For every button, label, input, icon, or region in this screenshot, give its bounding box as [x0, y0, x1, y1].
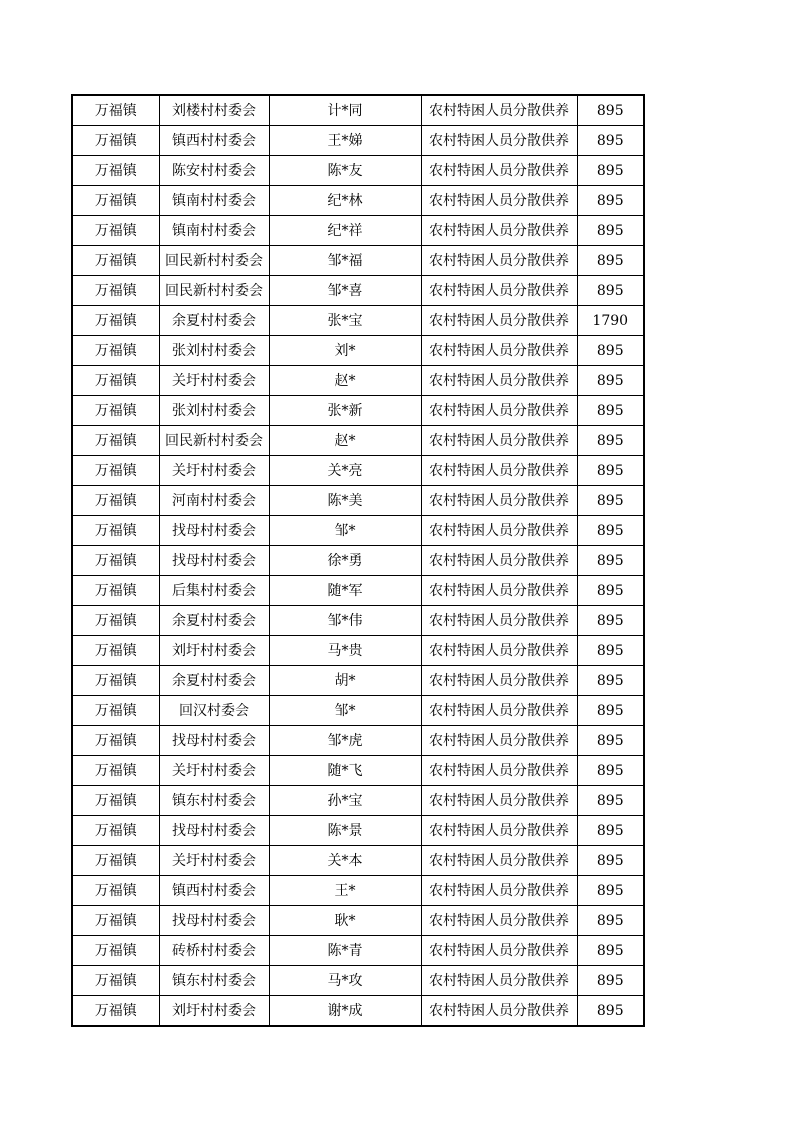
- table-row: [72, 186, 644, 216]
- town-cell: 万福镇: [72, 606, 159, 636]
- town-cell: 万福镇: [72, 906, 159, 936]
- village-cell: 回民新村村委会: [159, 276, 269, 306]
- table-row: [72, 486, 644, 516]
- assistance-type-cell: 农村特困人员分散供养: [421, 546, 577, 576]
- name-cell: 邹*: [269, 516, 421, 546]
- name-cell: 纪*林: [269, 186, 421, 216]
- name-cell: 王*娣: [269, 126, 421, 156]
- table-row: [72, 336, 644, 366]
- table-row: [72, 456, 644, 486]
- name-cell: 孙*宝: [269, 786, 421, 816]
- name-cell: 马*贵: [269, 636, 421, 666]
- name-cell: 邹*福: [269, 246, 421, 276]
- amount-cell: 895: [577, 246, 644, 276]
- table-row: [72, 936, 644, 966]
- name-cell: 陈*美: [269, 486, 421, 516]
- town-cell: 万福镇: [72, 966, 159, 996]
- amount-cell: 895: [577, 156, 644, 186]
- amount-cell: 895: [577, 936, 644, 966]
- town-cell: 万福镇: [72, 156, 159, 186]
- assistance-type-cell: 农村特困人员分散供养: [421, 456, 577, 486]
- assistance-type-cell: 农村特困人员分散供养: [421, 486, 577, 516]
- assistance-type-cell: 农村特困人员分散供养: [421, 366, 577, 396]
- table-row: [72, 95, 644, 126]
- name-cell: 随*军: [269, 576, 421, 606]
- assistance-type-cell: 农村特困人员分散供养: [421, 156, 577, 186]
- village-cell: 回民新村村委会: [159, 246, 269, 276]
- table-row: [72, 396, 644, 426]
- name-cell: 邹*伟: [269, 606, 421, 636]
- town-cell: 万福镇: [72, 786, 159, 816]
- town-cell: 万福镇: [72, 306, 159, 336]
- amount-cell: 895: [577, 696, 644, 726]
- assistance-type-cell: 农村特困人员分散供养: [421, 336, 577, 366]
- village-cell: 找母村村委会: [159, 906, 269, 936]
- village-cell: 张刘村村委会: [159, 396, 269, 426]
- assistance-type-cell: 农村特困人员分散供养: [421, 396, 577, 426]
- village-cell: 刘楼村村委会: [159, 95, 269, 126]
- amount-cell: 895: [577, 126, 644, 156]
- village-cell: 余夏村村委会: [159, 666, 269, 696]
- assistance-type-cell: 农村特困人员分散供养: [421, 606, 577, 636]
- village-cell: 余夏村村委会: [159, 606, 269, 636]
- table-row: [72, 276, 644, 306]
- town-cell: 万福镇: [72, 936, 159, 966]
- assistance-type-cell: 农村特困人员分散供养: [421, 276, 577, 306]
- name-cell: 马*攻: [269, 966, 421, 996]
- table-row: [72, 606, 644, 636]
- name-cell: 陈*景: [269, 816, 421, 846]
- table-body: [72, 95, 644, 1026]
- assistance-type-cell: 农村特困人员分散供养: [421, 426, 577, 456]
- village-cell: 找母村村委会: [159, 516, 269, 546]
- amount-cell: 895: [577, 966, 644, 996]
- assistance-type-cell: 农村特困人员分散供养: [421, 666, 577, 696]
- assistance-type-cell: 农村特困人员分散供养: [421, 306, 577, 336]
- village-cell: 河南村村委会: [159, 486, 269, 516]
- name-cell: 王*: [269, 876, 421, 906]
- town-cell: 万福镇: [72, 846, 159, 876]
- town-cell: 万福镇: [72, 426, 159, 456]
- assistance-type-cell: 农村特困人员分散供养: [421, 216, 577, 246]
- amount-cell: 895: [577, 606, 644, 636]
- assistance-type-cell: 农村特困人员分散供养: [421, 126, 577, 156]
- table-row: [72, 306, 644, 336]
- town-cell: 万福镇: [72, 576, 159, 606]
- town-cell: 万福镇: [72, 486, 159, 516]
- name-cell: 胡*: [269, 666, 421, 696]
- town-cell: 万福镇: [72, 816, 159, 846]
- village-cell: 余夏村村委会: [159, 306, 269, 336]
- amount-cell: 895: [577, 816, 644, 846]
- amount-cell: 895: [577, 276, 644, 306]
- village-cell: 后集村村委会: [159, 576, 269, 606]
- village-cell: 陈安村村委会: [159, 156, 269, 186]
- table-row: [72, 576, 644, 606]
- town-cell: 万福镇: [72, 366, 159, 396]
- village-cell: 镇西村村委会: [159, 126, 269, 156]
- assistance-type-cell: 农村特困人员分散供养: [421, 726, 577, 756]
- assistance-type-cell: 农村特困人员分散供养: [421, 246, 577, 276]
- assistance-type-cell: 农村特困人员分散供养: [421, 95, 577, 126]
- name-cell: 张*新: [269, 396, 421, 426]
- table-row: [72, 966, 644, 996]
- village-cell: 镇西村村委会: [159, 876, 269, 906]
- table-row: [72, 996, 644, 1027]
- table-row: [72, 126, 644, 156]
- assistance-type-cell: 农村特困人员分散供养: [421, 876, 577, 906]
- assistance-type-cell: 农村特困人员分散供养: [421, 636, 577, 666]
- name-cell: 赵*: [269, 366, 421, 396]
- table-row: [72, 516, 644, 546]
- village-cell: 找母村村委会: [159, 816, 269, 846]
- town-cell: 万福镇: [72, 696, 159, 726]
- assistance-type-cell: 农村特困人员分散供养: [421, 696, 577, 726]
- assistance-type-cell: 农村特困人员分散供养: [421, 966, 577, 996]
- table-row: [72, 546, 644, 576]
- village-cell: 刘圩村村委会: [159, 996, 269, 1027]
- name-cell: 随*飞: [269, 756, 421, 786]
- name-cell: 邹*虎: [269, 726, 421, 756]
- amount-cell: 895: [577, 516, 644, 546]
- amount-cell: 895: [577, 186, 644, 216]
- amount-cell: 895: [577, 726, 644, 756]
- table-row: [72, 846, 644, 876]
- name-cell: 谢*成: [269, 996, 421, 1027]
- assistance-type-cell: 农村特困人员分散供养: [421, 576, 577, 606]
- town-cell: 万福镇: [72, 246, 159, 276]
- table-row: [72, 786, 644, 816]
- village-cell: 关圩村村委会: [159, 846, 269, 876]
- table-row: [72, 666, 644, 696]
- town-cell: 万福镇: [72, 666, 159, 696]
- table-row: [72, 756, 644, 786]
- table-row: [72, 156, 644, 186]
- assistance-type-cell: 农村特困人员分散供养: [421, 516, 577, 546]
- assistance-type-cell: 农村特困人员分散供养: [421, 996, 577, 1027]
- amount-cell: 895: [577, 666, 644, 696]
- town-cell: 万福镇: [72, 636, 159, 666]
- assistance-type-cell: 农村特困人员分散供养: [421, 846, 577, 876]
- amount-cell: 1790: [577, 306, 644, 336]
- amount-cell: 895: [577, 216, 644, 246]
- assistance-type-cell: 农村特困人员分散供养: [421, 906, 577, 936]
- village-cell: 镇南村村委会: [159, 216, 269, 246]
- beneficiary-table: [71, 94, 645, 1027]
- village-cell: 镇东村村委会: [159, 966, 269, 996]
- village-cell: 关圩村村委会: [159, 456, 269, 486]
- amount-cell: 895: [577, 426, 644, 456]
- town-cell: 万福镇: [72, 546, 159, 576]
- village-cell: 镇东村村委会: [159, 786, 269, 816]
- name-cell: 陈*友: [269, 156, 421, 186]
- amount-cell: 895: [577, 636, 644, 666]
- amount-cell: 895: [577, 996, 644, 1027]
- amount-cell: 895: [577, 95, 644, 126]
- amount-cell: 895: [577, 846, 644, 876]
- town-cell: 万福镇: [72, 996, 159, 1027]
- name-cell: 邹*喜: [269, 276, 421, 306]
- village-cell: 砖桥村村委会: [159, 936, 269, 966]
- name-cell: 纪*祥: [269, 216, 421, 246]
- assistance-type-cell: 农村特困人员分散供养: [421, 816, 577, 846]
- name-cell: 邹*: [269, 696, 421, 726]
- table-row: [72, 216, 644, 246]
- amount-cell: 895: [577, 546, 644, 576]
- name-cell: 陈*青: [269, 936, 421, 966]
- amount-cell: 895: [577, 906, 644, 936]
- table-row: [72, 366, 644, 396]
- village-cell: 回汉村委会: [159, 696, 269, 726]
- name-cell: 计*同: [269, 95, 421, 126]
- name-cell: 张*宝: [269, 306, 421, 336]
- town-cell: 万福镇: [72, 216, 159, 246]
- table-row: [72, 906, 644, 936]
- town-cell: 万福镇: [72, 186, 159, 216]
- assistance-type-cell: 农村特困人员分散供养: [421, 786, 577, 816]
- assistance-type-cell: 农村特困人员分散供养: [421, 756, 577, 786]
- name-cell: 关*本: [269, 846, 421, 876]
- village-cell: 关圩村村委会: [159, 756, 269, 786]
- name-cell: 刘*: [269, 336, 421, 366]
- village-cell: 刘圩村村委会: [159, 636, 269, 666]
- amount-cell: 895: [577, 786, 644, 816]
- town-cell: 万福镇: [72, 726, 159, 756]
- amount-cell: 895: [577, 366, 644, 396]
- town-cell: 万福镇: [72, 516, 159, 546]
- amount-cell: 895: [577, 396, 644, 426]
- town-cell: 万福镇: [72, 126, 159, 156]
- name-cell: 关*亮: [269, 456, 421, 486]
- village-cell: 关圩村村委会: [159, 366, 269, 396]
- town-cell: 万福镇: [72, 456, 159, 486]
- table-row: [72, 636, 644, 666]
- name-cell: 赵*: [269, 426, 421, 456]
- town-cell: 万福镇: [72, 396, 159, 426]
- town-cell: 万福镇: [72, 756, 159, 786]
- amount-cell: 895: [577, 486, 644, 516]
- table-row: [72, 876, 644, 906]
- amount-cell: 895: [577, 576, 644, 606]
- village-cell: 回民新村村委会: [159, 426, 269, 456]
- table-row: [72, 696, 644, 726]
- name-cell: 耿*: [269, 906, 421, 936]
- table-row: [72, 726, 644, 756]
- assistance-type-cell: 农村特困人员分散供养: [421, 936, 577, 966]
- amount-cell: 895: [577, 456, 644, 486]
- village-cell: 张刘村村委会: [159, 336, 269, 366]
- table-row: [72, 816, 644, 846]
- village-cell: 找母村村委会: [159, 546, 269, 576]
- village-cell: 镇南村村委会: [159, 186, 269, 216]
- town-cell: 万福镇: [72, 876, 159, 906]
- name-cell: 徐*勇: [269, 546, 421, 576]
- table-row: [72, 426, 644, 456]
- town-cell: 万福镇: [72, 95, 159, 126]
- village-cell: 找母村村委会: [159, 726, 269, 756]
- town-cell: 万福镇: [72, 336, 159, 366]
- amount-cell: 895: [577, 336, 644, 366]
- amount-cell: 895: [577, 756, 644, 786]
- town-cell: 万福镇: [72, 276, 159, 306]
- assistance-type-cell: 农村特困人员分散供养: [421, 186, 577, 216]
- table-row: [72, 246, 644, 276]
- amount-cell: 895: [577, 876, 644, 906]
